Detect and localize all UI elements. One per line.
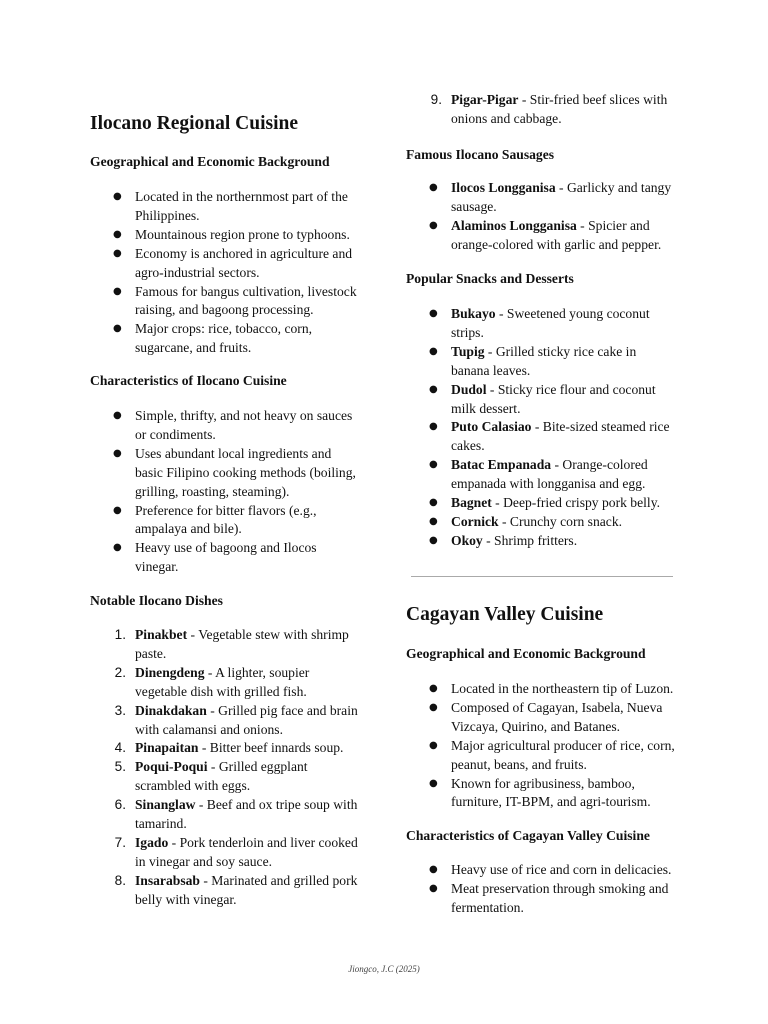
list-item	[406, 305, 676, 343]
list-item: ● Simple, thrifty, and not heavy on sauces or condiments.	[90, 407, 360, 445]
item-description: - Garlicky and tangy sausage.	[451, 180, 672, 214]
list-number: 6.	[114, 797, 126, 813]
cagayan-geo-heading: Geographical and Economic Background	[406, 646, 646, 661]
item-name: Igado	[135, 834, 169, 850]
list-item	[90, 758, 360, 796]
item-name: Batac Empanada	[451, 457, 552, 473]
ilocano-geo-list	[90, 188, 360, 358]
ilocano-char-heading: Characteristics of Ilocano Cuisine	[90, 373, 287, 388]
item-description: - Pork tenderloin and liver cooked in vinegar and soy sauce.	[135, 834, 358, 869]
list-item: ● Heavy use of rice and corn in delicacies.	[406, 861, 676, 880]
list-item: ● Located in the northernmost part of the Philippines.	[90, 188, 360, 226]
list-item	[90, 739, 360, 758]
item-description: - Orange-colored empanada with longganisa and egg.	[451, 457, 648, 492]
list-item: ● Meat preservation through smoking and fermentation.	[406, 880, 676, 918]
item-description: - A lighter, soupier vegetable dish with grilled fish.	[135, 664, 310, 699]
item-description: - Bite-sized steamed rice cakes.	[451, 419, 670, 454]
list-item: ● Known for agribusiness, bamboo, furniture, IT-BPM, and agri-tourism.	[406, 775, 676, 813]
ilocano-geo-heading: Geographical and Economic Background	[90, 154, 330, 169]
list-number: 5.	[114, 759, 126, 775]
list-item: ● Mountainous region prone to typhoons.	[90, 226, 360, 245]
list-item	[406, 381, 676, 419]
item-name: Insarabsab	[135, 872, 200, 888]
item-description: - Grilled eggplant scrambled with eggs.	[135, 759, 308, 794]
item-name: Dinakdakan	[135, 702, 207, 718]
cagayan-char-heading: Characteristics of Cagayan Valley Cuisine	[406, 828, 650, 843]
list-item: ● Preference for bitter flavors (e.g., ampalaya and bile).	[90, 502, 360, 540]
list-item: ● Economy is anchored in agriculture and agro-industrial sectors.	[90, 245, 360, 283]
item-description: - Sweetened young coconut strips.	[451, 306, 650, 340]
list-item	[90, 702, 360, 740]
ilocano-char-list	[90, 407, 360, 577]
item-name: Alaminos Longganisa	[451, 217, 577, 233]
item-description: - Shrimp fritters.	[482, 532, 578, 548]
item-name: Ilocos Longganisa	[451, 180, 556, 195]
cagayan-geo-list	[406, 680, 676, 812]
item-description: - Spicier and orange-colored with garlic and pepper.	[451, 217, 662, 252]
list-number: 2.	[114, 664, 126, 680]
item-name: Pinapaitan	[135, 740, 199, 756]
ilocano-dishes-list-continued	[406, 91, 676, 129]
ilocano-dishes-heading: Notable Ilocano Dishes	[90, 593, 223, 608]
item-description: - Sticky rice flour and coconut milk dessert.	[451, 381, 656, 416]
list-item	[90, 664, 360, 702]
item-name: Poqui-Poqui	[135, 759, 208, 775]
list-item	[406, 343, 676, 381]
list-number: 3.	[114, 702, 126, 718]
item-description: - Grilled sticky rice cake in banana leaves.	[451, 343, 637, 378]
sausages-list	[406, 179, 676, 255]
list-item	[406, 494, 676, 513]
list-number: 8.	[114, 872, 126, 888]
item-name: Puto Calasiao	[451, 419, 532, 435]
list-item	[90, 834, 360, 872]
section-divider	[411, 576, 673, 577]
item-description: - Bitter beef innards soup.	[198, 740, 344, 756]
list-item	[406, 179, 676, 217]
item-name: Pigar-Pigar	[451, 92, 519, 107]
list-item	[90, 872, 360, 910]
item-name: Pinakbet	[135, 627, 188, 642]
list-item: ● Major agricultural producer of rice, corn, peanut, beans, and fruits.	[406, 737, 676, 775]
list-item	[406, 418, 676, 456]
item-name: Dinengdeng	[135, 664, 205, 680]
list-item	[90, 626, 360, 664]
list-number: 7.	[114, 834, 126, 850]
list-item: ● Composed of Cagayan, Isabela, Nueva Vizcaya, Quirino, and Batanes.	[406, 699, 676, 737]
item-description: - Crunchy corn snack.	[498, 513, 623, 529]
list-number: 1.	[114, 627, 126, 642]
list-item: ● Heavy use of bagoong and Ilocos vinegar.	[90, 539, 360, 577]
item-description: - Grilled pig face and brain with calamansi and onions.	[135, 702, 358, 737]
list-number: 9.	[430, 92, 442, 107]
item-description: - Marinated and grilled pork belly with vinegar.	[135, 872, 358, 907]
list-number: 4.	[114, 740, 126, 756]
item-name: Dudol	[451, 381, 487, 397]
item-name: Sinanglaw	[135, 797, 196, 813]
snacks-list	[406, 305, 676, 551]
item-name: Bukayo	[451, 306, 496, 321]
list-item	[406, 91, 676, 129]
item-name: Bagnet	[451, 495, 492, 511]
list-item: ● Uses abundant local ingredients and basic Filipino cooking methods (boiling, grilling, roasting, steaming).	[90, 445, 360, 502]
list-item	[406, 456, 676, 494]
cagayan-title: Cagayan Valley Cuisine	[406, 604, 604, 625]
list-item	[406, 532, 676, 551]
ilocano-dishes-list	[90, 626, 360, 910]
page-footer: Jiongco, J.C (2025)	[348, 964, 420, 974]
list-item: ● Major crops: rice, tobacco, corn, sugarcane, and fruits.	[90, 320, 360, 358]
snacks-heading: Popular Snacks and Desserts	[406, 271, 574, 286]
item-name: Okoy	[451, 532, 483, 548]
item-description: - Vegetable stew with shrimp paste.	[135, 627, 349, 661]
item-name: Cornick	[451, 513, 499, 529]
item-description: - Beef and ox tripe soup with tamarind.	[135, 797, 358, 832]
list-item	[406, 513, 676, 532]
item-description: - Deep-fried crispy pork belly.	[491, 495, 661, 511]
item-description: - Stir-fried beef slices with onions and cabbage.	[451, 92, 668, 126]
list-item: ● Famous for bangus cultivation, livestock raising, and bagoong processing.	[90, 283, 360, 321]
list-item	[406, 217, 676, 255]
list-item	[90, 796, 360, 834]
ilocano-title: Ilocano Regional Cuisine	[90, 113, 299, 134]
item-name: Tupig	[451, 343, 485, 359]
list-item: ● Located in the northeastern tip of Luzon.	[406, 680, 676, 699]
cagayan-char-list	[406, 861, 676, 918]
sausages-heading: Famous Ilocano Sausages	[406, 147, 555, 162]
